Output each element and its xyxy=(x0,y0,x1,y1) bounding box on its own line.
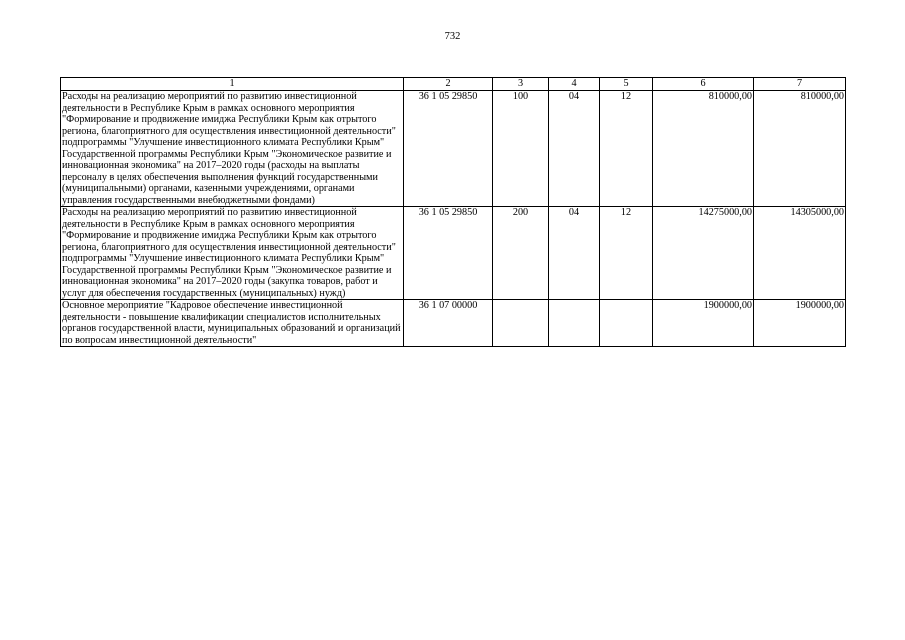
row-target-code: 36 1 07 00000 xyxy=(404,300,493,347)
column-header-1: 1 xyxy=(61,78,404,91)
header-row xyxy=(61,78,846,91)
row-col-3: 100 xyxy=(493,91,549,207)
table-row xyxy=(61,300,846,347)
table-row xyxy=(61,207,846,300)
column-header-7: 7 xyxy=(754,78,846,91)
row-col-3 xyxy=(493,300,549,347)
row-col-4 xyxy=(549,300,600,347)
row-col-5: 12 xyxy=(600,207,653,300)
row-description: Основное мероприятие "Кадровое обеспечение инвестиционной деятельности - повышение квалификации специалистов исполнительных органов государственной власти, муниципальных образований и организаций по вопросам инвестиционной деятельности" xyxy=(61,300,404,347)
row-amount-col-7: 1900000,00 xyxy=(754,300,846,347)
row-amount-col-6: 14275000,00 xyxy=(653,207,754,300)
column-header-6: 6 xyxy=(653,78,754,91)
budget-table xyxy=(60,77,846,347)
row-amount-col-6: 810000,00 xyxy=(653,91,754,207)
row-col-5: 12 xyxy=(600,91,653,207)
row-col-5 xyxy=(600,300,653,347)
row-target-code: 36 1 05 29850 xyxy=(404,207,493,300)
row-description: Расходы на реализацию мероприятий по развитию инвестиционной деятельности в Республике Крым в рамках основного мероприятия "Формирование и продвижение имиджа Республики Крым как отрытого региона, благоприятного для осуществления инвестиционной деятельности" подпрограммы "Улучшение инвестиционного климата Республики Крым" Государственной программы Республики Крым "Экономическое развитие и инновационная экономика" на 2017–2020 годы (закупка товаров, работ и услуг для обеспечения государственных (муниципальных) нужд) xyxy=(61,207,404,300)
row-amount-col-6: 1900000,00 xyxy=(653,300,754,347)
column-header-2: 2 xyxy=(404,78,493,91)
row-amount-col-7: 810000,00 xyxy=(754,91,846,207)
row-col-4: 04 xyxy=(549,207,600,300)
table-row xyxy=(61,91,846,207)
column-header-4: 4 xyxy=(549,78,600,91)
column-header-3: 3 xyxy=(493,78,549,91)
page-number: 732 xyxy=(444,31,461,42)
row-target-code: 36 1 05 29850 xyxy=(404,91,493,207)
row-description: Расходы на реализацию мероприятий по развитию инвестиционной деятельности в Республике Крым в рамках основного мероприятия "Формирование и продвижение имиджа Республики Крым как отрытого региона, благоприятного для осуществления инвестиционной деятельности" подпрограммы "Улучшение инвестиционного климата Республики Крым" Государственной программы Республики Крым "Экономическое развитие и инновационная экономика" на 2017–2020 годы (расходы на выплаты персоналу в целях обеспечения выполнения функций государственными (муниципальными) органами, казенными учреждениями, органами управления государственными внебюджетными фондами) xyxy=(61,91,404,207)
row-col-3: 200 xyxy=(493,207,549,300)
column-header-5: 5 xyxy=(600,78,653,91)
row-col-4: 04 xyxy=(549,91,600,207)
row-amount-col-7: 14305000,00 xyxy=(754,207,846,300)
